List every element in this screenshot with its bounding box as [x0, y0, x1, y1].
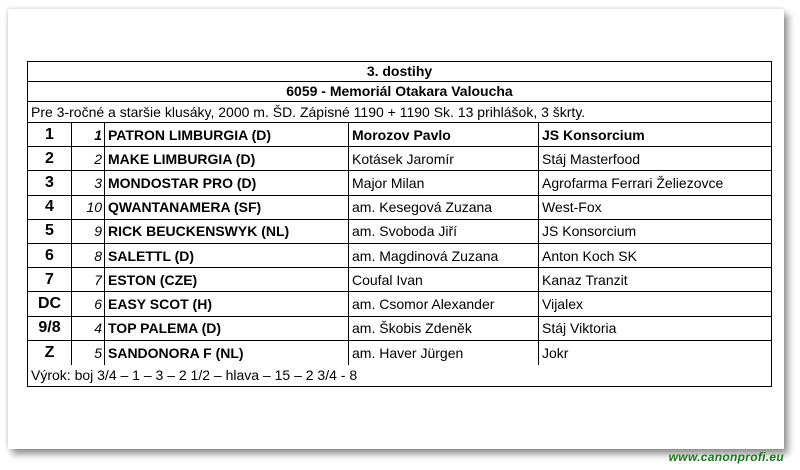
entry-stable: Anton Koch SK [542, 247, 637, 264]
entry-jockey: am. Csomor Alexander [349, 292, 539, 315]
entry-stable: Kanaz Tranzit [542, 271, 628, 288]
entry-place: 1 [28, 123, 72, 146]
entry-jockey: Coufal Ivan [349, 268, 539, 291]
race-table [27, 61, 772, 387]
watermark: www.canonprofi.eu [668, 450, 784, 464]
entry-place: 5 [28, 220, 72, 243]
entry-jockey: Kotásek Jaromír [349, 147, 539, 170]
entry-row [28, 292, 771, 316]
entry-horse: ESTON (CZE) [105, 268, 349, 291]
entry-stable: West-Fox [542, 199, 602, 216]
entry-horse: SALETTL (D) [105, 244, 349, 267]
entry-number: 4 [72, 317, 105, 340]
entry-number: 3 [72, 171, 105, 194]
entry-number: 5 [72, 341, 105, 365]
entry-row [28, 123, 771, 147]
entry-stable: Vijalex [542, 295, 583, 312]
entry-jockey: am. Magdinová Zuzana [349, 244, 539, 267]
entry-horse: QWANTANAMERA (SF) [105, 196, 349, 219]
entry-row [28, 196, 771, 220]
entry-number: 7 [72, 268, 105, 291]
entry-number: 2 [72, 147, 105, 170]
entry-jockey: am. Haver Jürgen [349, 341, 539, 365]
entry-horse: MAKE LIMBURGIA (D) [105, 147, 349, 170]
entry-stable: JS Konsorcium [542, 126, 645, 143]
entry-number: 8 [72, 244, 105, 267]
entry-stable: Stáj Viktoria [542, 320, 617, 337]
entry-number: 1 [72, 123, 105, 146]
entry-number: 10 [72, 196, 105, 219]
entry-horse: MONDOSTAR PRO (D) [105, 171, 349, 194]
entry-place: 9/8 [28, 317, 72, 340]
entry-row [28, 317, 771, 341]
entry-jockey: am. Škobis Zdeněk [349, 317, 539, 340]
entry-jockey: Major Milan [349, 171, 539, 194]
entry-place: DC [28, 292, 72, 315]
entry-horse: TOP PALEMA (D) [105, 317, 349, 340]
entry-row [28, 341, 771, 365]
entry-place: Z [28, 341, 72, 365]
entry-jockey: am. Kesegová Zuzana [349, 196, 539, 219]
entry-horse: EASY SCOT (H) [105, 292, 349, 315]
entry-place: 3 [28, 171, 72, 194]
entry-horse: RICK BEUCKENSWYK (NL) [105, 220, 349, 243]
entry-stable: Jokr [542, 344, 569, 361]
entry-row [28, 171, 771, 195]
race-conditions: Pre 3-ročné a staršie klusáky, 2000 m. ŠD. Zápisné 1190 + 1190 Sk. 13 prihlášok, 3 škrty. [28, 102, 771, 123]
entry-stable: JS Konsorcium [542, 223, 637, 240]
entry-jockey: Morozov Pavlo [349, 123, 539, 146]
race-result: Výrok: boj 3/4 – 1 – 3 – 2 1/2 – hlava – 15 – 2 3/4 - 8 [31, 366, 358, 383]
entry-row [28, 147, 771, 171]
entry-place: 6 [28, 244, 72, 267]
entry-jockey: am. Svoboda Jiří [349, 220, 539, 243]
entry-number: 6 [72, 292, 105, 315]
entry-row [28, 268, 771, 292]
entry-row [28, 244, 771, 268]
entry-place: 4 [28, 196, 72, 219]
entry-number: 9 [72, 220, 105, 243]
entry-stable: Agrofarma Ferrari Želiezovce [542, 174, 724, 191]
entry-place: 7 [28, 268, 72, 291]
race-name: 6059 - Memoriál Otakara Valoucha [28, 82, 771, 102]
entry-horse: SANDONORA F (NL) [105, 341, 349, 365]
race-title: 3. dostihy [28, 62, 771, 82]
entry-stable: Stáj Masterfood [542, 150, 641, 167]
entry-place: 2 [28, 147, 72, 170]
entry-row [28, 220, 771, 244]
entry-horse: PATRON LIMBURGIA (D) [105, 123, 349, 146]
